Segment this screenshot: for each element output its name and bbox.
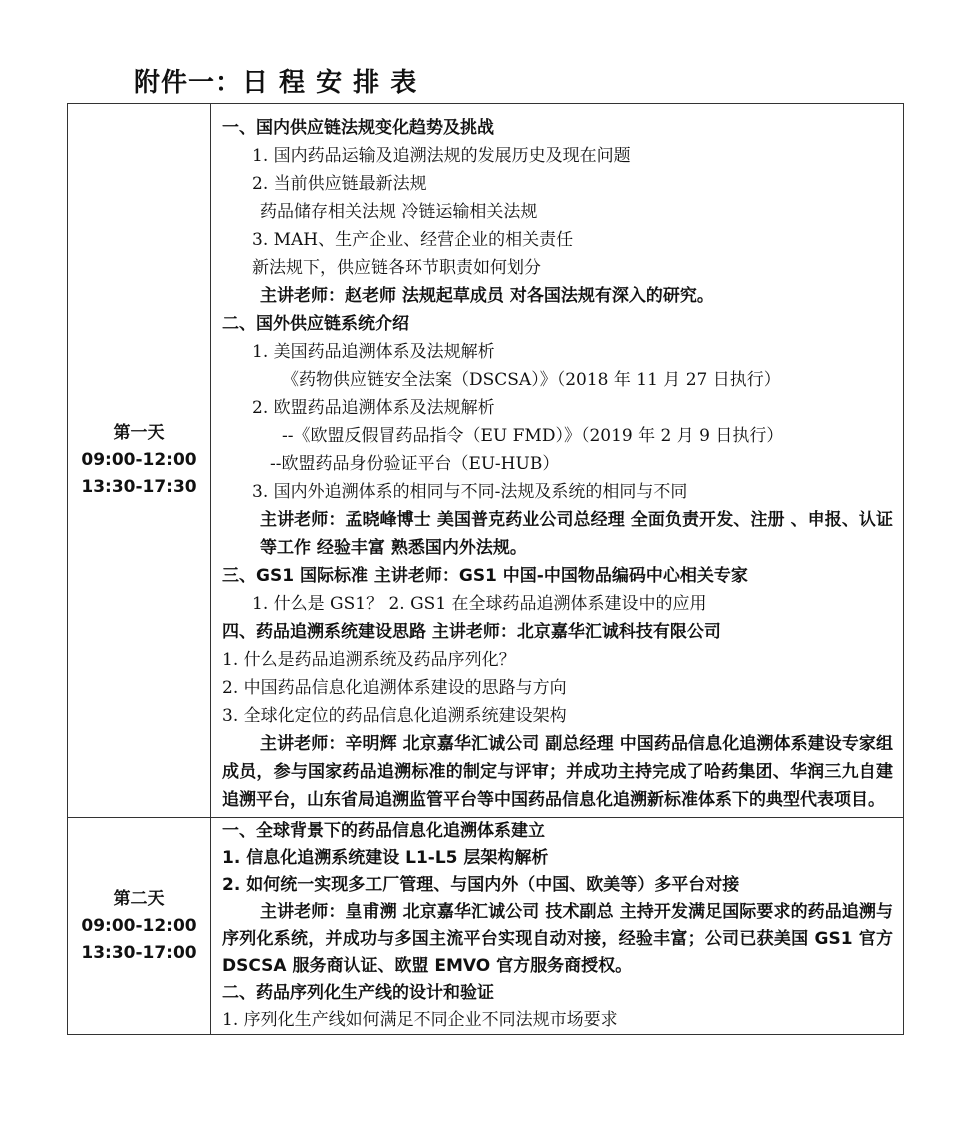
- list-item: 2. 如何统一实现多工厂管理、与国内外（中国、欧美等）多平台对接: [222, 875, 740, 895]
- list-item: 1. 美国药品追溯体系及法规解析: [252, 342, 495, 362]
- lecturer-line: 主讲老师：辛明辉 北京嘉华汇诚公司 副总经理 中国药品信息化追溯体系建设专家组成员，参与国家药品追溯标准的制定与评审；并成功主持完成了哈药集团、华润三九自建追溯平台，山东省局追溯监管平台等中国药品信息化追溯新标准体系下的典型代表项目。: [222, 734, 893, 810]
- lecturer-line: 主讲老师：赵老师 法规起草成员 对各国法规有深入的研究。: [260, 286, 714, 306]
- section-heading: 四、药品追溯系统建设思路 主讲老师：北京嘉华汇诚科技有限公司: [222, 622, 721, 642]
- list-item: 1. 序列化生产线如何满足不同企业不同法规市场要求: [222, 1010, 618, 1030]
- lecturer-line: 主讲老师：孟晓峰博士 美国普克药业公司总经理 全面负责开发、注册 、申报、认证等工作 经验丰富 熟悉国内外法规。: [260, 510, 893, 558]
- day2-content: [211, 818, 904, 1035]
- list-item: 1. 什么是药品追溯系统及药品序列化？: [222, 650, 516, 670]
- day1-time-morning: 09:00-12:00: [81, 450, 197, 470]
- day1-label: 第一天: [113, 423, 165, 443]
- day1-content: [211, 104, 904, 818]
- list-item: --《欧盟反假冒药品指令（EU FMD）》（2019 年 2 月 9 日执行）: [282, 426, 784, 446]
- day1-time-afternoon: 13:30-17:30: [81, 477, 197, 497]
- page-title: 附件一：日 程 安 排 表: [134, 68, 418, 98]
- list-item: 1. 什么是 GS1？ 2. GS1 在全球药品追溯体系建设中的应用: [252, 594, 707, 614]
- section-heading: 一、全球背景下的药品信息化追溯体系建立: [222, 821, 545, 841]
- table-row-day1: [68, 104, 904, 818]
- table-row-day2: [68, 818, 904, 1035]
- list-item: 3. 国内外追溯体系的相同与不同-法规及系统的相同与不同: [252, 482, 688, 502]
- section-heading: 二、药品序列化生产线的设计和验证: [222, 983, 494, 1003]
- section-heading: 一、国内供应链法规变化趋势及挑战: [222, 118, 494, 138]
- list-item: 2. 当前供应链最新法规: [252, 174, 427, 194]
- list-item: 《药物供应链安全法案（DSCSA）》（2018 年 11 月 27 日执行）: [282, 370, 781, 390]
- list-item: 1. 国内药品运输及追溯法规的发展历史及现在问题: [252, 146, 631, 166]
- day2-time-morning: 09:00-12:00: [81, 915, 197, 936]
- day2-label: 第二天: [113, 888, 165, 909]
- list-item: 3. 全球化定位的药品信息化追溯系统建设架构: [222, 706, 567, 726]
- schedule-table: [67, 103, 904, 1035]
- list-item: 1. 信息化追溯系统建设 L1-L5 层架构解析: [222, 848, 549, 868]
- section-heading: 三、GS1 国际标准 主讲老师：GS1 中国-中国物品编码中心相关专家: [222, 566, 748, 586]
- list-item: 2. 欧盟药品追溯体系及法规解析: [252, 398, 495, 418]
- list-item: 3. MAH、生产企业、经营企业的相关责任: [252, 230, 574, 250]
- list-item: 2. 中国药品信息化追溯体系建设的思路与方向: [222, 678, 567, 698]
- list-item: 药品储存相关法规 冷链运输相关法规: [260, 202, 538, 222]
- day2-time-afternoon: 13:30-17:00: [81, 942, 197, 963]
- section-heading: 二、国外供应链系统介绍: [222, 314, 409, 334]
- list-item: --欧盟药品身份验证平台（EU-HUB）: [270, 454, 560, 474]
- lecturer-line: 主讲老师：皇甫溯 北京嘉华汇诚公司 技术副总 主持开发满足国际要求的药品追溯与序列化系统，并成功与多国主流平台实现自动对接，经验丰富；公司已获美国 GS1 官方 DSCSA 服务商认证、欧盟 EMVO 官方服务商授权。: [222, 902, 893, 976]
- list-item: 新法规下，供应链各环节职责如何划分: [252, 258, 541, 278]
- day2-cell: [68, 818, 211, 1035]
- day1-cell: [68, 104, 211, 818]
